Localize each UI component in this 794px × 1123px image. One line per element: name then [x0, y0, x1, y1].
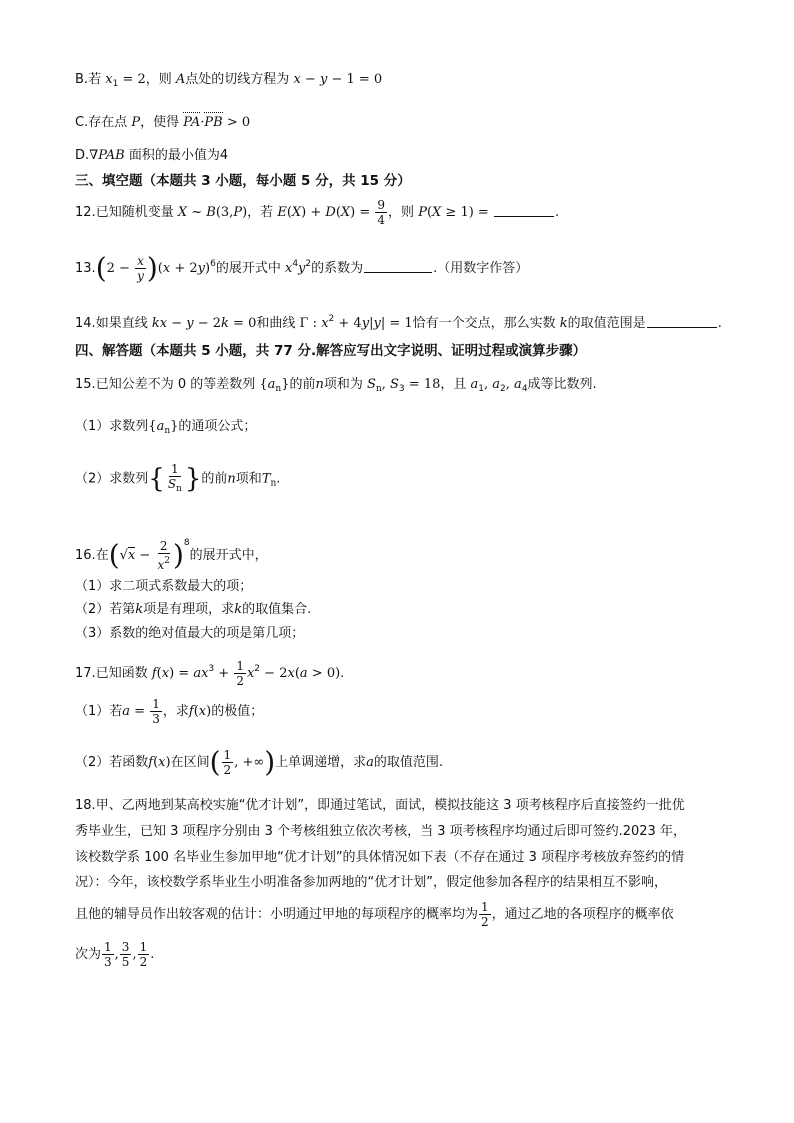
- question-text: ，求: [162, 704, 189, 719]
- option-d-value: 4: [219, 148, 229, 163]
- question-text: 的前: [201, 471, 228, 487]
- question-15-part-1: （1）求数列$\{a_n\}$的通项公式；: [75, 419, 257, 436]
- option-b-label: B.: [75, 72, 89, 87]
- option-b-text: 点处的切线方程为: [185, 72, 290, 87]
- question-text: 次为: [75, 947, 102, 962]
- answer-blank[interactable]: [364, 260, 432, 273]
- question-text: 且他的辅导员作出较客观的估计：小明通过甲地的每项程序的概率均为: [75, 907, 479, 922]
- question-text: 上单调递增，求: [275, 755, 367, 770]
- question-16-part-2: （2）若第k项是有理项，求k的取值集合.: [75, 602, 312, 617]
- question-16: 16.在(√x − $\frac{2}{x^2}$ )$^8$的展开式中，: [75, 538, 268, 572]
- section-heading-solve: 四、解答题（本题共 5 小题，共 77 分.解答应写出文字说明、证明过程或演算步骤）: [75, 343, 587, 359]
- question-text: 已知函数: [95, 666, 148, 681]
- question-number: 17.: [75, 666, 96, 681]
- answer-blank[interactable]: [647, 315, 717, 328]
- option-c-text: ，使得: [140, 115, 180, 130]
- question-17: 17.已知函数 $f(x) = ax^3$ + $\frac{1}{2}$ $x^2 - 2x(a > 0)$.: [75, 659, 345, 688]
- question-text: 已知随机变量: [95, 205, 174, 220]
- question-text: ，通过乙地的各项程序的概率依: [491, 907, 674, 922]
- question-text: （2）求数列: [75, 471, 149, 487]
- question-text: .（用数字作答）: [433, 261, 529, 276]
- question-14: 14.如果直线 kx − y − 2k = 0和曲线 Γ : $x^2 + 4y|y| = 1$恰有一个交点，那么实数 k的取值范围是 .: [75, 314, 722, 331]
- question-text: （1）若: [75, 704, 123, 719]
- question-text: 在区间: [170, 755, 210, 770]
- question-15: 15.已知公差不为 0 的等差数列 $\{a_n\}$的前n项和为 $S_n$, $S_3 = 18$，且 $a_1$, $a_2$, $a_4$成等比数列.: [75, 377, 597, 394]
- option-c-text: 存在点: [88, 115, 128, 130]
- question-text: （2）若第: [75, 602, 136, 617]
- question-text: .: [150, 947, 155, 962]
- question-text: 的通项公式；: [178, 419, 257, 434]
- question-12: 12.已知随机变量 X ~ B(3,P)，若 E(X) + D(X) = $\frac{9}{4}$ ，则 P(X ≥ 1) = .: [75, 198, 560, 227]
- option-d: D.∇PAB 面积的最小值为4: [75, 148, 229, 163]
- question-13: 13.(2 − $\frac{x}{y}$ )$(x + 2y)^6$的展开式中 $x^4y^2$的系数为 .（用数字作答）: [75, 251, 529, 285]
- question-number: 16.: [75, 548, 96, 563]
- question-text: 的展开式中，: [189, 548, 268, 563]
- question-text: 恰有一个交点，那么实数: [412, 316, 556, 331]
- question-text: 在: [95, 548, 109, 563]
- question-text: 和曲线: [256, 316, 296, 331]
- option-b-text: ，则: [145, 72, 172, 87]
- question-number: 18.: [75, 798, 96, 813]
- question-number: 15.: [75, 377, 96, 392]
- question-text: ，且: [440, 377, 467, 392]
- question-text: 项和为: [323, 377, 363, 392]
- question-text: 项是有理项，求: [143, 602, 235, 617]
- question-18-line-1: [75, 796, 685, 816]
- question-text: ，若: [247, 205, 274, 220]
- question-18-line-3: 该校数学系 100 名毕业生参加甲地“优才计划”的具体情况如下表（不存在通过 3 项程序考核放弃签约的情: [75, 850, 685, 865]
- question-18-line-2: 秀毕业生，已知 3 项程序分别由 3 个考核组独立依次考核，当 3 项考核程序均通过后即可签约.2023 年，: [75, 824, 686, 839]
- option-d-text: 面积的最小值为: [128, 148, 220, 163]
- question-text: 的取值范围.: [373, 755, 444, 770]
- option-b: B.若 $x_1 = 2$，则 A点处的切线方程为 x − y − 1 = 0: [75, 72, 383, 89]
- question-text: 的展开式中: [215, 261, 281, 276]
- question-text: 甲、乙两地到某高校实施“优才计划”，即通过笔试，面试，模拟技能这 3 项考核程序后直接签约一批优: [95, 798, 685, 813]
- question-number: 14.: [75, 316, 96, 331]
- question-text: 的取值集合.: [242, 602, 312, 617]
- option-b-text: 若: [88, 72, 102, 87]
- answer-blank[interactable]: [494, 204, 554, 217]
- question-15-part-2: （2）求数列{ $\frac{1}{S_n}$ }的前n项和$T_n$.: [75, 462, 281, 494]
- question-number: 12.: [75, 205, 96, 220]
- question-18-line-4: 况）：今年，该校数学系毕业生小明准备参加两地的“优才计划”，假定他参加各程序的结果相互不影响，: [75, 875, 667, 890]
- option-c: C.存在点 P，使得 PA·PB > 0: [75, 113, 250, 133]
- question-16-part-1: （1）求二项式系数最大的项；: [75, 579, 253, 594]
- question-text: 的取值范围是: [567, 316, 646, 331]
- question-17-part-1: （1）若a = $\frac{1}{3}$ ，求f(x)的极值；: [75, 697, 264, 726]
- section-heading-fill: 三、填空题（本题共 3 小题，每小题 5 分，共 15 分）: [75, 173, 411, 189]
- question-18-line-6: 次为 $\frac{1}{3}$ , $\frac{3}{5}$ , $\frac{1}{2}$ .: [75, 940, 155, 969]
- question-text: 项和: [235, 471, 262, 487]
- question-text: 的系数为: [311, 261, 364, 276]
- question-text: （1）求数列: [75, 419, 149, 434]
- question-16-part-3: （3）系数的绝对值最大的项是第几项；: [75, 626, 305, 641]
- question-number: 13.: [75, 261, 96, 276]
- question-text: 的极值；: [211, 704, 264, 719]
- option-c-label: C.: [75, 115, 89, 130]
- question-text: 的前: [289, 377, 316, 392]
- question-text: （2）若函数: [75, 755, 149, 770]
- question-17-part-2: （2）若函数f(x)在区间( $\frac{1}{2}$ , +∞)上单调递增，求a的取值范围.: [75, 745, 444, 779]
- question-text: 如果直线: [95, 316, 148, 331]
- question-18-line-5: 且他的辅导员作出较客观的估计：小明通过甲地的每项程序的概率均为 $\frac{1}{2}$ ，通过乙地的各项程序的概率依: [75, 900, 674, 929]
- option-d-label: D.: [75, 148, 90, 163]
- question-text: ，则: [388, 205, 415, 220]
- question-text: 成等比数列.: [527, 377, 597, 392]
- question-text: 已知公差不为 0 的等差数列: [95, 377, 256, 392]
